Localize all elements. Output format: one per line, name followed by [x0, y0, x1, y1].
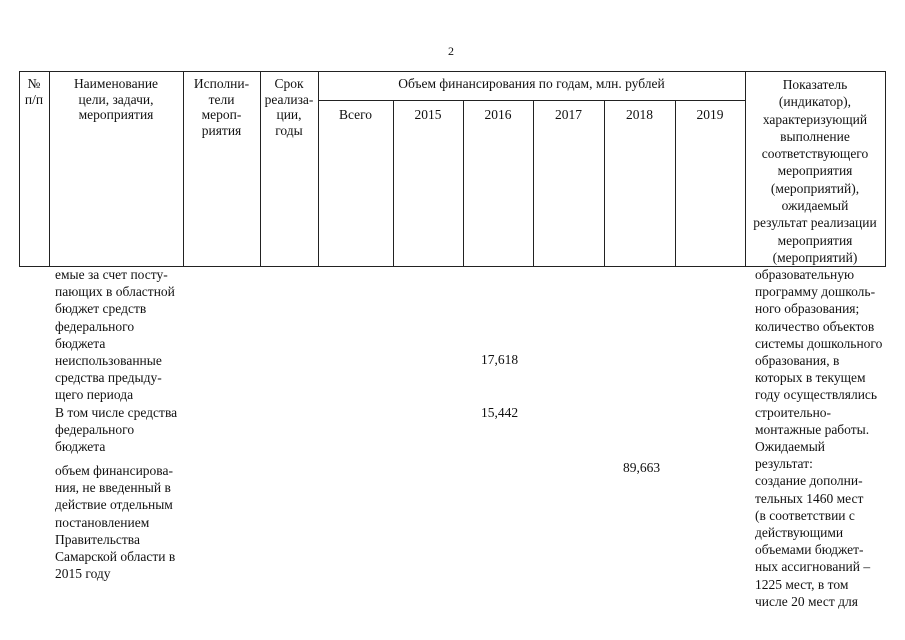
col-divider-right [885, 71, 886, 267]
header-funding-title: Объем финансирования по годам, млн. рублей [398, 76, 665, 91]
col-divider-2016 [533, 100, 534, 267]
header-term: Срок реализа- ции, годы [264, 76, 314, 138]
value-2016-unused-funds: 17,618 [481, 352, 519, 367]
header-total: Всего [338, 107, 373, 122]
header-year-2019: 2019 [696, 107, 724, 122]
table-top-border [19, 71, 885, 72]
value-2016-federal: 15,442 [481, 405, 519, 420]
col-divider-2017 [604, 100, 605, 267]
header-year-2015: 2015 [414, 107, 442, 122]
name-block-2: объем финансирова- ния, не введенный в действие отдельным постановлением Правительства Самарской области в 2015 году [55, 463, 176, 582]
funding-subheader-border [318, 100, 745, 101]
name-block-1: емые за счет посту- пающих в областной бюджет средств федерального бюджета неиспользованные средства предыду- щего периода В том числе средства федерального бюджета [55, 267, 178, 455]
col-divider-term [318, 71, 319, 267]
header-num: № п/п [24, 76, 44, 107]
header-executors: Исполни- тели мероп- риятия [193, 76, 250, 138]
col-divider-total [393, 100, 394, 267]
col-divider-2015 [463, 100, 464, 267]
header-indicator: Показатель (индикатор), характеризующий выполнение соответствующего мероприятия (мероприятий), ожидаемый результат реализации мероприятия (мероприятий) [753, 77, 877, 265]
header-year-2018: 2018 [626, 107, 653, 122]
header-year-2017: 2017 [555, 107, 582, 122]
indicator-text: образовательную программу дошколь- ного образования; количество объектов системы дошкольного образования, в которых в текущем году осуществлялись строительно- монтажные работы. Ожидаемый результат: создание дополни- тельных 1460 мест (в соответствии с действующими объемами бюджет- ных ассигнований – 1225 мест, в том числе 20 мест для [755, 267, 883, 609]
value-2018-funding: 89,663 [623, 460, 661, 475]
col-divider-2018 [675, 100, 676, 267]
header-name: Наименование цели, задачи, мероприятия [73, 76, 159, 122]
header-year-2016: 2016 [484, 107, 512, 122]
page-number: 2 [448, 44, 454, 58]
